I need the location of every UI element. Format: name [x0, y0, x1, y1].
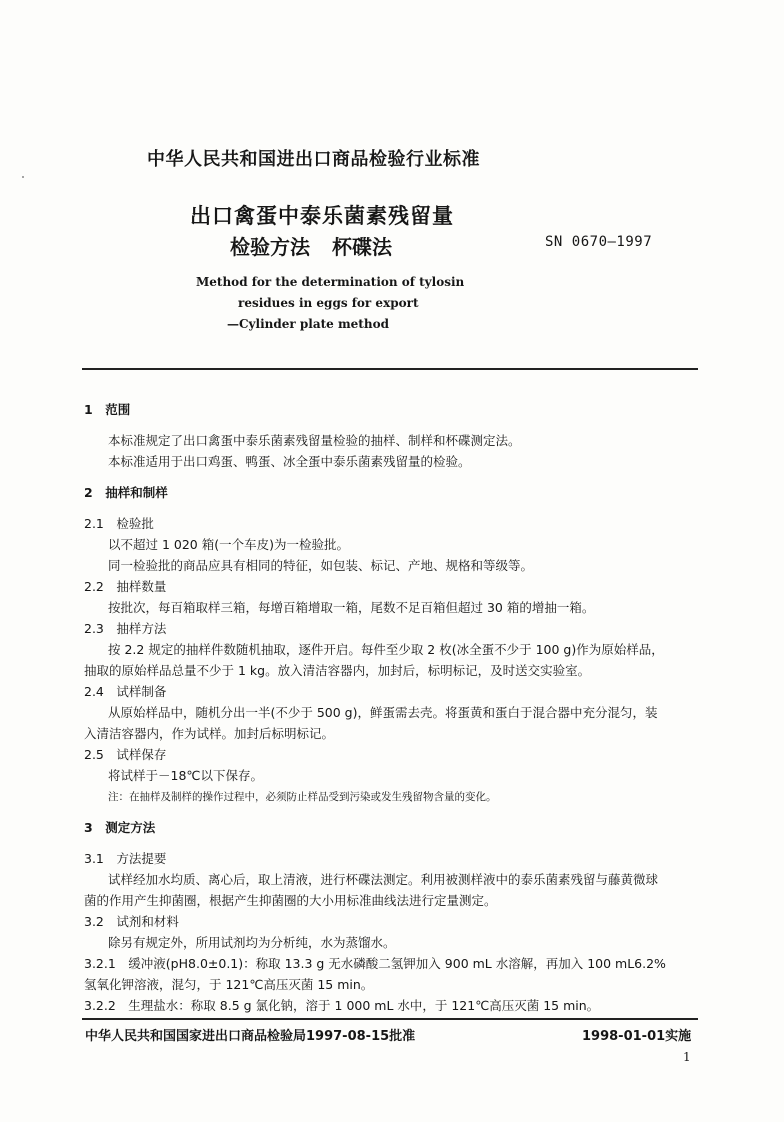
clause-text: 3.2.2 生理盐水：称取 8.5 g 氯化钠，溶于 1 000 mL 水中，于 121℃高压灭菌 15 min。: [84, 998, 600, 1013]
section-heading: 3 测定方法: [84, 820, 156, 835]
body-paragraph: 以不超过 1 020 箱(一个车皮)为一检验批。: [108, 537, 349, 552]
body-paragraph: 同一检验批的商品应具有相同的特征，如包装、标记、产地、规格和等级等。: [108, 558, 534, 573]
header-divider: [82, 368, 698, 370]
scan-speck: [22, 176, 24, 178]
clause-text: 3.2.1 缓冲液(pH8.0±0.1)：称取 13.3 g 无水磷酸二氢钾加入 900 mL 水溶解，再加入 100 mL6.2%: [84, 956, 666, 971]
footer-divider: [82, 1018, 698, 1020]
implementation-date: 1998-01-01实施: [582, 1029, 692, 1044]
body-paragraph: 将试样于－18℃以下保存。: [108, 768, 263, 783]
subsection-heading: 2.4 试样制备: [84, 684, 167, 699]
document-title-line-2: [230, 231, 392, 260]
subsection-heading: 2.2 抽样数量: [84, 579, 167, 594]
body-paragraph-continued: 入清洁容器内，作为试样。加封后标明标记。: [84, 726, 335, 741]
body-paragraph: 试样经加水均质、离心后，取上清液，进行杯碟法测定。利用被测样液中的泰乐菌素残留与藤黄微球: [108, 872, 659, 887]
subsection-heading: 2.1 检验批: [84, 516, 154, 531]
standard-number: SN 0670—1997: [545, 234, 653, 250]
english-title-line-3: —Cylinder plate method: [227, 317, 389, 331]
body-paragraph-continued: 氢氧化钾溶液，混匀，于 121℃高压灭菌 15 min。: [84, 977, 374, 992]
page-number: 1: [683, 1050, 691, 1064]
issuer-approval: 中华人民共和国国家进出口商品检验局1997-08-15批准: [85, 1029, 416, 1044]
title-submethod: 杯碟法: [332, 235, 392, 259]
body-paragraph-continued: 抽取的原始样品总量不少于 1 kg。放入清洁容器内，加封后，标明标记，及时送交实验室。: [84, 663, 591, 678]
english-title-line-2: residues in eggs for export: [238, 296, 419, 310]
section-heading: 1 范围: [84, 402, 131, 417]
body-paragraph: 除另有规定外，所用试剂均为分析纯，水为蒸馏水。: [108, 935, 396, 950]
title-method: 检验方法: [230, 235, 310, 259]
body-paragraph: 按 2.2 规定的抽样件数随机抽取，逐件开启。每件至少取 2 枚(冰全蛋不少于 100 g)作为原始样品，: [108, 642, 664, 657]
english-title-line-1: Method for the determination of tylosin: [196, 275, 465, 289]
subsection-heading: 2.5 试样保存: [84, 747, 167, 762]
body-paragraph: 按批次，每百箱取样三箱，每增百箱增取一箱，尾数不足百箱但超过 30 箱的增抽一箱。: [108, 600, 595, 615]
subsection-heading: 3.1 方法提要: [84, 851, 167, 866]
document-title-line-1: 出口禽蛋中泰乐菌素残留量: [190, 204, 454, 228]
section-heading: 2 抽样和制样: [84, 485, 168, 500]
body-paragraph: 本标准规定了出口禽蛋中泰乐菌素残留量检验的抽样、制样和杯碟测定法。: [108, 433, 521, 448]
body-paragraph: 本标准适用于出口鸡蛋、鸭蛋、冰全蛋中泰乐菌素残留量的检验。: [108, 454, 471, 469]
standard-category-header: 中华人民共和国进出口商品检验行业标准: [147, 149, 480, 170]
note-text: 注：在抽样及制样的操作过程中，必须防止样品受到污染或发生残留物含量的变化。: [108, 791, 497, 803]
subsection-heading: 3.2 试剂和材料: [84, 914, 179, 929]
body-paragraph: 从原始样品中，随机分出一半(不少于 500 g)，鲜蛋需去壳。将蛋黄和蛋白于混合器中充分混匀，装: [108, 705, 658, 720]
body-paragraph-continued: 菌的作用产生抑菌圈，根据产生抑菌圈的大小用标准曲线法进行定量测定。: [84, 893, 497, 908]
subsection-heading: 2.3 抽样方法: [84, 621, 167, 636]
